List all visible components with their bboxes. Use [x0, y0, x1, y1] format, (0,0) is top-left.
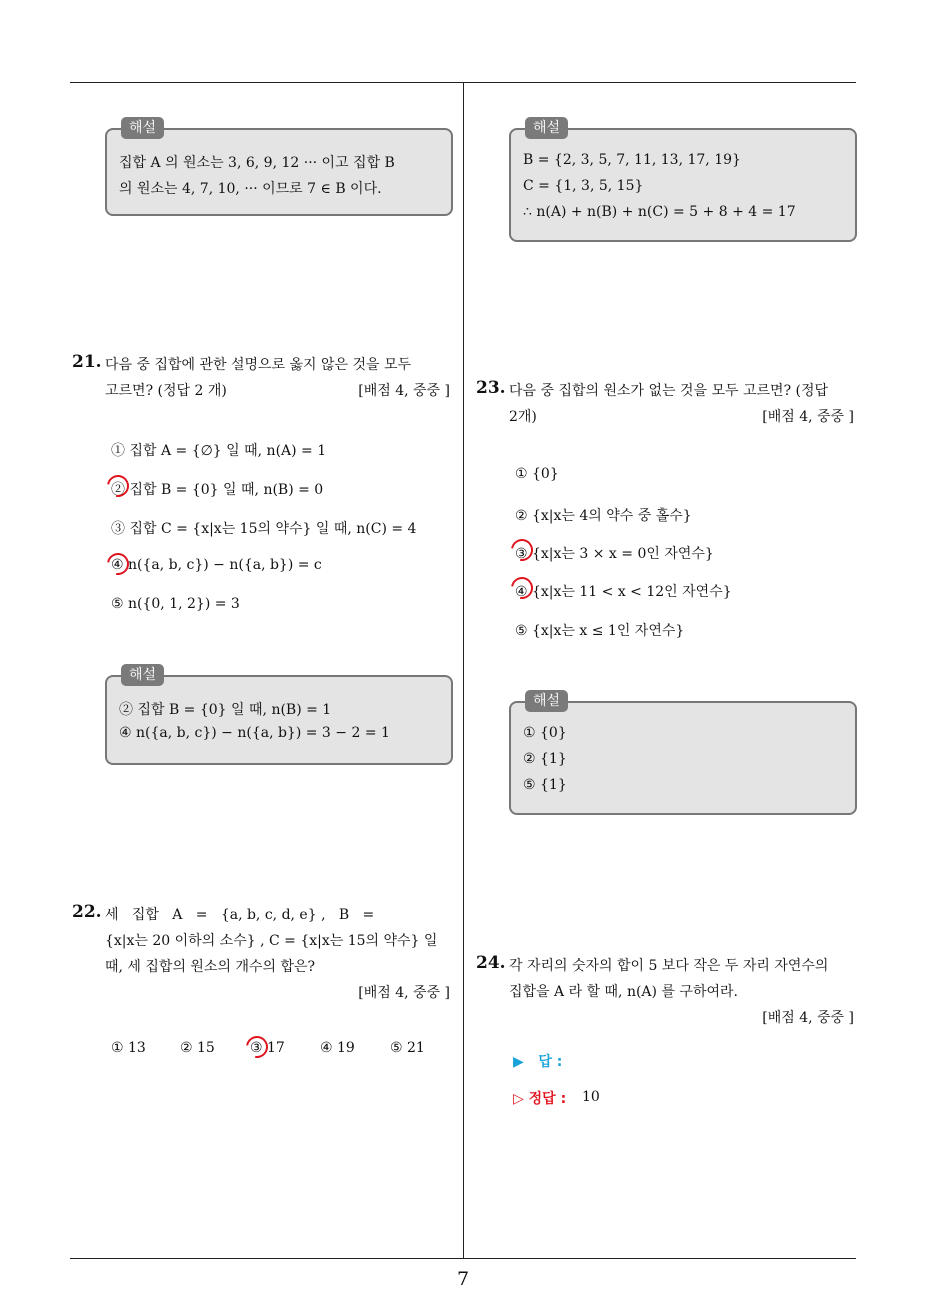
- question-23-text: 2개): [509, 409, 537, 425]
- q21-option-2[interactable]: ② 집합 B = {0} 일 때, n(B) = 0: [111, 482, 324, 498]
- q21-option-1[interactable]: ① 집합 A = {∅} 일 때, n(A) = 1: [111, 443, 327, 459]
- q21-option-3[interactable]: ③ 집합 C = {x|x는 15의 약수} 일 때, n(C) = 4: [111, 521, 417, 537]
- solution-box-22: [509, 120, 857, 242]
- solution-line: 집합 A 의 원소는 3, 6, 9, 12 ··· 이고 집합 B: [119, 155, 395, 171]
- solution-line: 의 원소는 4, 7, 10, ··· 이므로 7 ∈ B 이다.: [119, 181, 382, 197]
- answer-input-label[interactable]: ▶ 답 :: [513, 1054, 563, 1070]
- solution-line: C = {1, 3, 5, 15}: [523, 178, 644, 194]
- correct-answer-value: 10: [582, 1089, 600, 1105]
- question-22-text: 세 집합 A = {a, b, c, d, e} , B =: [105, 907, 375, 923]
- question-23-text: 다음 중 집합의 원소가 없는 것을 모두 고르면? (정답: [509, 383, 829, 399]
- solution-tag: 해설: [121, 117, 164, 139]
- column-divider: [463, 83, 464, 1259]
- q23-option-2[interactable]: ② {x|x는 4의 약수 중 홀수}: [515, 508, 692, 524]
- question-21-text: 다음 중 집합에 관한 설명으로 옳지 않은 것을 모두: [105, 357, 412, 373]
- q23-option-4[interactable]: ④ {x|x는 11 < x < 12인 자연수}: [515, 584, 732, 600]
- solution-tag: 해설: [525, 117, 568, 139]
- question-number-24: 24.: [476, 953, 506, 973]
- solution-line: ∴ n(A) + n(B) + n(C) = 5 + 8 + 4 = 17: [523, 204, 796, 220]
- solution-box-20: [105, 120, 453, 216]
- q21-option-5[interactable]: ⑤ n({0, 1, 2}) = 3: [111, 596, 240, 612]
- q22-option-2[interactable]: ② 15: [180, 1040, 215, 1056]
- solution-line: ⑤ {1}: [523, 777, 567, 793]
- q22-option-5[interactable]: ⑤ 21: [390, 1040, 425, 1056]
- question-22-text: 때, 세 집합의 원소의 개수의 합은?: [105, 959, 316, 975]
- q22-option-3[interactable]: ③ 17: [250, 1040, 285, 1056]
- answer-mark-circle: [103, 549, 134, 580]
- question-24-score: [배점 4, 중중 ]: [762, 1010, 854, 1026]
- question-number-23: 23.: [476, 378, 506, 398]
- q23-option-5[interactable]: ⑤ {x|x는 x ≤ 1인 자연수}: [515, 623, 685, 639]
- solution-line: ② 집합 B = {0} 일 때, n(B) = 1: [119, 702, 332, 718]
- question-21-text: 고르면? (정답 2 개): [105, 383, 227, 399]
- q23-option-1[interactable]: ① {0}: [515, 466, 559, 482]
- q22-option-4[interactable]: ④ 19: [320, 1040, 355, 1056]
- q23-option-3[interactable]: ③ {x|x는 3 × x = 0인 자연수}: [515, 546, 714, 562]
- answer-mark-circle: [242, 1032, 273, 1063]
- q21-option-4[interactable]: ④ n({a, b, c}) − n({a, b}) = c: [111, 557, 322, 573]
- solution-box-23: [509, 693, 857, 815]
- correct-answer-label: ▷ 정답 :: [513, 1091, 567, 1107]
- question-21-score: [배점 4, 중중 ]: [358, 383, 450, 399]
- question-number-22: 22.: [72, 902, 102, 922]
- question-22-score: [배점 4, 중중 ]: [358, 985, 450, 1001]
- page-number: 7: [456, 1268, 470, 1290]
- solution-tag: 해설: [121, 664, 164, 686]
- question-24-text: 각 자리의 숫자의 합이 5 보다 작은 두 자리 자연수의: [509, 958, 829, 974]
- question-number-21: 21.: [72, 352, 102, 372]
- solution-line: ① {0}: [523, 725, 567, 741]
- solution-tag: 해설: [525, 690, 568, 712]
- question-22-text: {x|x는 20 이하의 소수} , C = {x|x는 15의 약수} 일: [105, 933, 438, 949]
- q22-option-1[interactable]: ① 13: [111, 1040, 146, 1056]
- solution-line: B = {2, 3, 5, 7, 11, 13, 17, 19}: [523, 152, 741, 168]
- solution-line: ④ n({a, b, c}) − n({a, b}) = 3 − 2 = 1: [119, 725, 390, 741]
- question-23-score: [배점 4, 중중 ]: [762, 409, 854, 425]
- question-24-text: 집합을 A 라 할 때, n(A) 를 구하여라.: [509, 984, 738, 1000]
- footer-rule: [70, 1258, 856, 1259]
- solution-box-21: [105, 667, 453, 765]
- solution-line: ② {1}: [523, 751, 567, 767]
